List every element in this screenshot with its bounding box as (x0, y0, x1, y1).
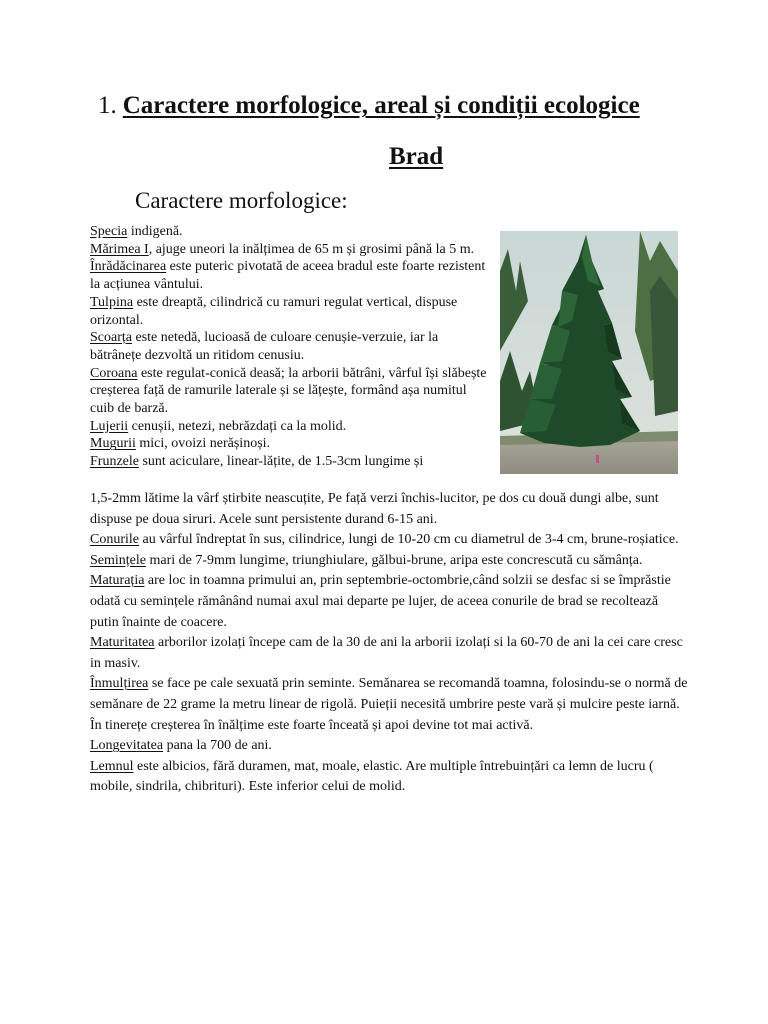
trait-term: Coroana (90, 365, 138, 381)
trait-term: Longevitatea (90, 738, 164, 754)
trait-term: Mărimea I (90, 241, 149, 257)
trait-term: Maturitatea (90, 635, 155, 651)
trait-term: Lemnul (90, 758, 134, 774)
trait-text: au vârful îndreptat în sus, cilindrice, lungi de 10-20 cm cu diametrul de 3-4 cm, brune-roșiatice. (139, 532, 679, 548)
trait-text: este puteric pivotată de aceea bradul este foarte rezistent la acțiunea vântului. (90, 259, 486, 293)
trait-text: este netedă, lucioasă de culoare cenușie-verzuie, iar la bătrânețe dezvoltă un ritidom cenusiu. (90, 330, 439, 363)
trait-paragraph (90, 757, 690, 798)
trait-paragraph (90, 674, 690, 736)
trait-term: Frunzele (90, 454, 139, 470)
trait-text: sunt aciculare, linear-lățite, de 1.5-3cm lungime și (138, 454, 424, 470)
trait-text: mari de 7-9mm lungime, triunghiulare, gălbui-brune, aripa este concrescută cu sămânța. (146, 552, 643, 568)
trait-paragraph (90, 736, 690, 757)
trait-paragraph (90, 551, 690, 572)
trait-term: Semințele (90, 552, 146, 568)
fir-tree-photo (500, 231, 678, 474)
trait-text: este regulat-conică deasă; la arborii bătrâni, vârful își slăbește creșterea față de ramurile laterale și se lățește, formând așa numitul cuib de barză. (90, 365, 487, 417)
trait-paragraph (90, 453, 490, 471)
trait-term: Specia (90, 224, 128, 239)
trait-paragraph (90, 223, 490, 241)
trait-term: Conurile (90, 532, 139, 548)
traits-column (90, 223, 490, 471)
section-title: Caractere morfologice: (135, 188, 348, 213)
trait-paragraph (90, 365, 490, 418)
trait-text: are loc in toamna primului an, prin septembrie-octombrie,când solzii se desfac si se împrăstie odată cu semințele rămânând numai axul mai departe pe lujer, de aceea conurile de brad se recoltează putin înainte de coacere. (90, 573, 671, 630)
trait-text: , ajuge uneori la inălțimea de 65 m și grosimi până la 5 m. (148, 241, 475, 257)
trait-paragraph (90, 258, 490, 293)
trait-paragraph (90, 294, 490, 329)
trait-text: este albicios, fără duramen, mat, moale, elastic. Are multiple întrebuințări ca lemn de lucru ( mobile, sindrila, chibrituri). Este inferior celui de molid. (90, 758, 654, 795)
traits-continued (90, 489, 690, 798)
trait-text: cenușii, netezi, nebrăzdați ca la molid. (128, 418, 347, 434)
trait-paragraph (90, 435, 490, 453)
trait-text: arborilor izolați începe cam de la 30 de ani la arborii izolați si la 60-70 de ani la cei care cresc in masiv. (90, 635, 683, 671)
trait-paragraph (90, 241, 490, 259)
trait-term: Înrădăcinarea (90, 259, 167, 275)
chapter-heading (98, 92, 640, 120)
trait-paragraph (90, 329, 490, 364)
trait-term: Mugurii (90, 436, 136, 452)
trait-paragraph (90, 530, 690, 551)
trait-term: Lujerii (90, 418, 129, 434)
heading-title: Caractere morfologice, areal și condiții ecologice (122, 92, 640, 119)
trait-text: pana la 700 de ani. (163, 738, 272, 754)
trait-text: este dreaptă, cilindrică cu ramuri regulat vertical, dispuse orizontal. (90, 294, 458, 328)
trait-term: Maturația (90, 573, 145, 589)
trait-paragraph (90, 489, 690, 530)
trait-term: Tulpina (90, 294, 134, 310)
trait-paragraph (90, 571, 690, 633)
trait-text: indigenă. (127, 224, 183, 239)
trait-term: Scoarța (90, 330, 132, 346)
trait-term: Înmulțirea (90, 676, 149, 692)
heading-number: 1. (98, 92, 117, 119)
trait-paragraph (90, 418, 490, 436)
species-title: Brad (389, 143, 444, 170)
trait-text: mici, ovoizi nerășinoși. (135, 436, 271, 452)
trait-text: 1,5-2mm lătime la vârf știrbite neascuțite, Pe față verzi închis-lucitor, pe dos cu două dungi albe, sunt dispuse pe doua siruri. Acele sunt persistente durand 6-15 ani. (90, 491, 659, 527)
trait-text: se face pe cale sexuată prin seminte. Semănarea se recomandă toamna, folosindu-se o normă de semănare de 22 grame la metru linear de rigolă. Puieții necesită umbrire peste vară și mulcire peste iarnă. În tinerețe creșterea în înălțime este foarte înceată și apoi devine tot mai activă. (90, 676, 688, 733)
trait-paragraph (90, 633, 690, 674)
